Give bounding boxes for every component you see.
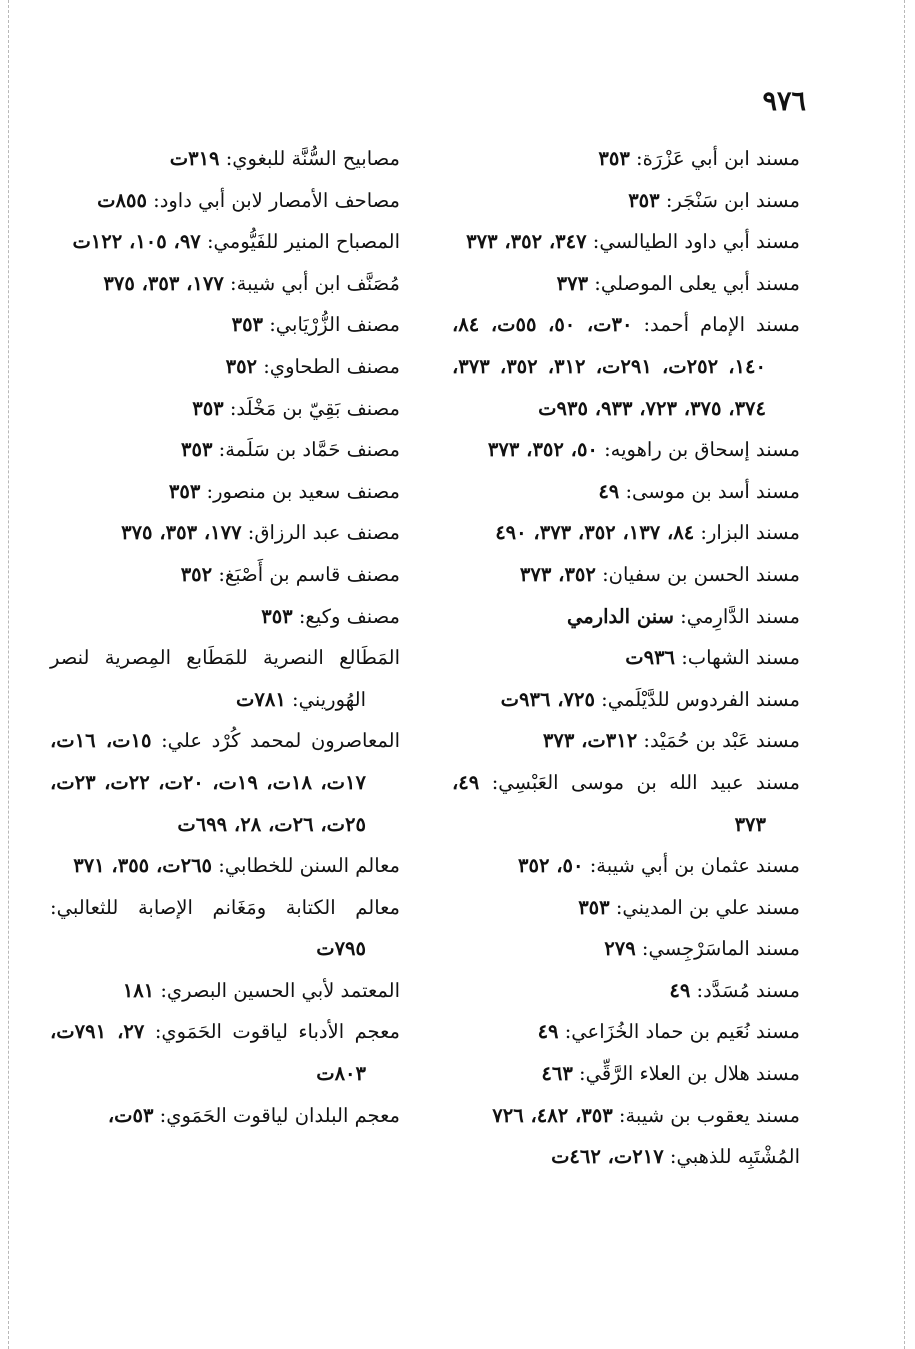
entry-title: المُشْتَبِه للذهبي: (669, 1145, 800, 1169)
index-entry (452, 596, 800, 638)
index-entry (50, 471, 400, 513)
scan-edge-right (904, 0, 905, 1349)
entry-title: مسند ابن سَنْجَر: (665, 188, 800, 212)
entry-page-refs: ٤٩ (537, 1020, 559, 1044)
entry-title: مسند الشهاب: (681, 646, 800, 670)
entry-title: المعاصرون لمحمد كُرْد علي: (161, 729, 400, 753)
entry-page-refs: ٣٥٢، ٣٧٣ (519, 562, 596, 586)
entry-page-refs: ٣٠ت، ٥٠، ٥٥ت، ٨٤، ١٤٠، ٢٥٢ت، ٢٩١ت، ٣١٢، ٣٥٢، ٣٧٣، ٣٧٤، ٣٧٥، ٧٢٣، ٩٣٣، ٩٣٥ت (452, 313, 766, 420)
entry-title: مسند مُسَدَّد: (696, 978, 800, 1002)
entry-title: مسند الماسَرْجِسي: (641, 937, 800, 961)
entry-title: مصنف عبد الرزاق: (247, 521, 400, 545)
entry-title: مصنف قاسم بن أَصْبَغ: (218, 562, 400, 586)
entry-page-refs: ٣٧٣ (556, 271, 589, 295)
index-entry (452, 1053, 800, 1095)
index-entry (50, 263, 400, 305)
entry-title: مصنف حَمَّاد بن سَلَمة: (218, 438, 400, 462)
index-entry (50, 1011, 400, 1094)
index-entry (452, 1095, 800, 1137)
index-entry (452, 138, 800, 180)
entry-title: معالم الكتابة ومَغَانم الإصابة للثعالبي: (50, 895, 400, 919)
index-entry (50, 304, 400, 346)
entry-page-refs: ٣٤٧، ٣٥٢، ٣٧٣ (466, 230, 587, 254)
index-entry (452, 471, 800, 513)
entry-title: مسند أبي داود الطيالسي: (592, 230, 800, 254)
entry-page-refs: ٣١٩ت (169, 147, 220, 170)
entry-page-refs: ٨٤، ١٣٧، ٣٥٢، ٣٧٣، ٤٩٠ (495, 521, 695, 545)
index-entry (452, 887, 800, 929)
entry-page-refs: ١٥ت، ١٦ت، ١٧ت، ١٨ت، ١٩ت، ٢٠ت، ٢٢ت، ٢٣ت، ٢٥ت، ٢٦ت، ٢٨، ٦٩٩ت (50, 729, 366, 836)
index-entry (452, 679, 800, 721)
entry-page-refs: ٣٥٣ (231, 313, 264, 337)
entry-title: مُصَنَّف ابن أبي شيبة: (230, 271, 400, 295)
index-column-left (50, 138, 400, 1136)
scan-edge-left (8, 0, 9, 1349)
page-number: ٩٧٦ (762, 86, 806, 117)
entry-page-refs: ٣٥٣ (578, 895, 610, 919)
index-entry (452, 1136, 800, 1178)
entry-title: مسند الإمام أحمد: (643, 313, 800, 337)
entry-page-refs: ٥٠، ٣٥٢، ٣٧٣ (487, 438, 598, 462)
entry-page-refs: ٣٥٣ (261, 604, 293, 628)
entry-title: مسند أسد بن موسى: (625, 479, 800, 503)
entry-page-refs: ٣٥٣ (628, 188, 660, 212)
index-entry (50, 720, 400, 845)
entry-title: معجم البلدان لياقوت الحَمَوي: (159, 1103, 400, 1127)
entry-title: مصنف وكيع: (298, 604, 400, 628)
index-entry (452, 221, 800, 263)
entry-page-refs: ٨٥٥ت (97, 188, 147, 212)
entry-title: مسند علي بن المديني: (615, 895, 800, 919)
index-entry (50, 637, 400, 720)
index-entry (452, 304, 800, 429)
index-entry (50, 221, 400, 263)
index-entry (452, 970, 800, 1012)
index-entry (452, 762, 800, 845)
entry-title: مسند إسحاق بن راهويه: (604, 438, 800, 462)
entry-page-refs: ٣٥٣ (168, 479, 201, 503)
entry-page-refs: ٣١٢ت، ٣٧٣ (542, 729, 638, 753)
entry-title: مصنف سعيد بن منصور: (206, 479, 400, 503)
index-entry (452, 1011, 800, 1053)
entry-page-refs: ٢١٧ت، ٤٦٢ت (551, 1145, 664, 1169)
entry-page-refs: ٤٩ (669, 978, 691, 1002)
entry-page-refs: ٧٨١ت (236, 687, 286, 711)
index-entry (50, 554, 400, 596)
entry-title: مسند نُعَيم بن حماد الخُزَاعي: (564, 1020, 800, 1044)
entry-page-refs: ١٧٧، ٣٥٣، ٣٧٥ (121, 521, 242, 545)
index-entry (50, 845, 400, 887)
entry-page-refs: ٤٦٣ (541, 1062, 573, 1086)
entry-title: مصاحف الأمصار لابن أبي داود: (153, 188, 400, 212)
entry-page-refs: ٣٥٣ (192, 396, 224, 420)
entry-title: المصباح المنير للفَيُّومي: (206, 230, 400, 254)
entry-page-refs: ٣٥٢ (180, 562, 213, 586)
index-entry (50, 180, 400, 222)
index-entry (452, 180, 800, 222)
entry-page-refs: ١٨١ (122, 978, 155, 1002)
index-entry (50, 388, 400, 430)
entry-page-refs: ٣٥٣ (181, 438, 213, 462)
index-column-right (452, 138, 800, 1178)
entry-title: مسند عبيد الله بن موسى العَبْسِي: (491, 770, 800, 794)
entry-page-refs: ٩٧، ١٠٥، ١٢٢ت (72, 230, 201, 254)
entry-title: مسند الدَّارِمي: (680, 604, 800, 628)
entry-title: مسند الحسن بن سفيان: (602, 562, 800, 586)
entry-title: معجم الأدباء لياقوت الحَمَوي: (154, 1020, 400, 1044)
entry-title: مسند أبي يعلى الموصلي: (594, 271, 800, 295)
entry-page-refs: ٧٢٥، ٩٣٦ت (500, 687, 595, 711)
index-entry (50, 346, 400, 388)
index-entry (452, 637, 800, 679)
index-entry (50, 887, 400, 970)
index-entry (452, 429, 800, 471)
entry-page-refs: ٣٥٢ (225, 354, 258, 378)
index-entry (50, 512, 400, 554)
entry-title: مصنف الطحاوي: (263, 354, 400, 378)
index-entry (452, 263, 800, 305)
entry-page-refs: ٥٠، ٣٥٢ (518, 854, 584, 878)
entry-title: مسند عَبْد بن حُمَيْد: (643, 729, 800, 753)
entry-title: مسند الفردوس للدَّيْلَمي: (601, 687, 800, 711)
entry-title: مسند ابن أبي عَزْرَة: (636, 147, 800, 170)
entry-page-refs: ٩٣٦ت (625, 646, 676, 670)
entry-page-refs: ١٧٧، ٣٥٣، ٣٧٥ (103, 271, 224, 295)
index-entry (50, 138, 400, 180)
entry-page-refs: ٥٣ت، (107, 1103, 154, 1127)
entry-page-refs: سنن الدارمي (566, 604, 674, 628)
index-entry (50, 596, 400, 638)
entry-page-refs: ٤٩ (598, 479, 620, 503)
entry-title: المعتمد لأبي الحسين البصري: (160, 978, 400, 1002)
index-entry (452, 845, 800, 887)
entry-title: معالم السنن للخطابي: (218, 854, 400, 878)
index-entry (50, 429, 400, 471)
entry-title: مسند هلال بن العلاء الرَّقِّي: (579, 1062, 800, 1086)
index-entry (452, 512, 800, 554)
entry-title: مسند عثمان بن أبي شيبة: (589, 854, 800, 878)
entry-title: مسند يعقوب بن شيبة: (618, 1103, 800, 1127)
index-entry (452, 928, 800, 970)
entry-title: مصابيح السُّنَّة للبغوي: (225, 147, 400, 170)
entry-page-refs: ٣٥٣ (598, 147, 630, 170)
entry-title: مسند البزار: (700, 521, 800, 545)
entry-page-refs: ٤٩، ٣٧٣ (452, 770, 766, 836)
entry-page-refs: ٢٦٥ت، ٣٥٥، ٣٧١ (73, 854, 213, 878)
index-entry (50, 1095, 400, 1137)
entry-title: مصنف الزُّرْيَابي: (269, 313, 400, 337)
entry-page-refs: ٣٥٣، ٤٨٢، ٧٢٦ (492, 1103, 613, 1127)
entry-page-refs: ٢٧٩ (604, 937, 636, 961)
index-entry (50, 970, 400, 1012)
index-entry (452, 554, 800, 596)
entry-title: مصنف بَقِيّ بن مَخْلَد: (229, 396, 400, 420)
entry-title: المَطَالع النصرية للمَطَابع المِصرية لنصر الهُوريني: (50, 646, 400, 711)
entry-page-refs: ٢٧، ٧٩١ت، ٨٠٣ت (50, 1020, 366, 1086)
index-entry (452, 720, 800, 762)
entry-page-refs: ٧٩٥ت (316, 937, 366, 961)
